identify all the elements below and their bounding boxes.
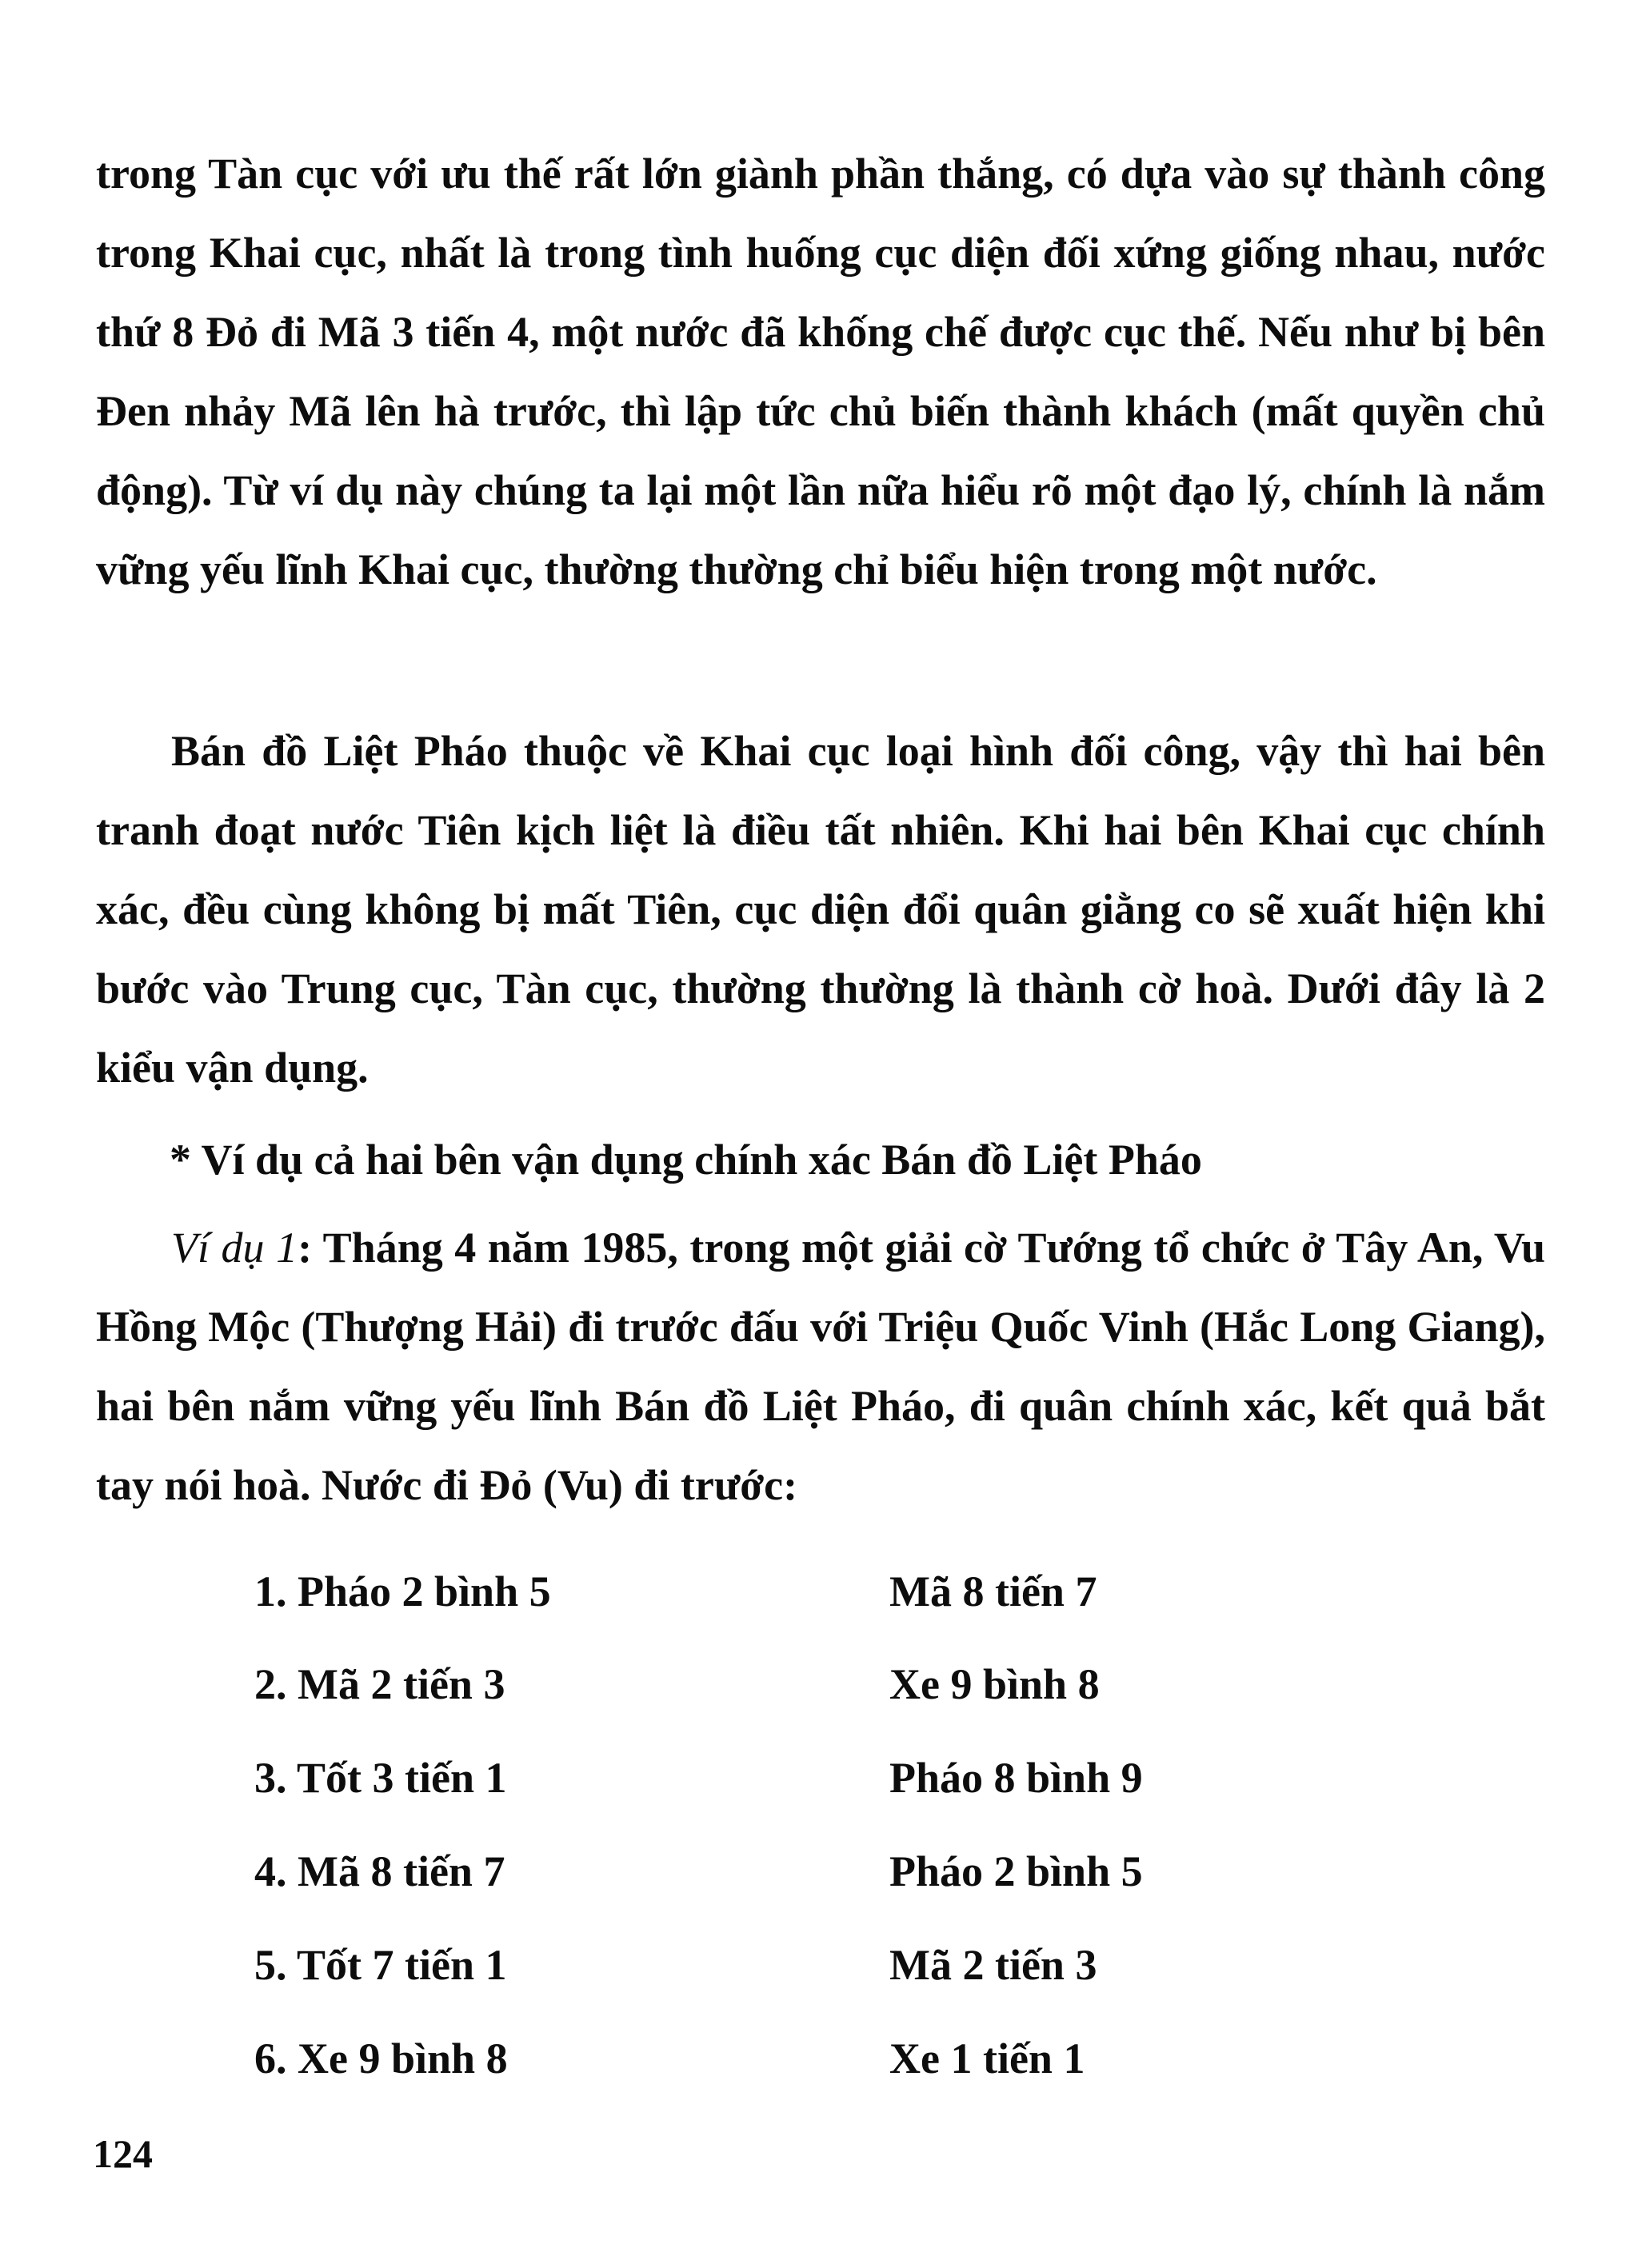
move-black-3: Pháo 8 bình 9	[889, 1754, 1143, 1802]
move-red-1: 1. Pháo 2 bình 5	[254, 1567, 551, 1615]
move-red-4: 4. Mã 8 tiến 7	[254, 1847, 505, 1895]
move-red-5: 5. Tốt 7 tiến 1	[254, 1941, 507, 1989]
move-black-4: Pháo 2 bình 5	[889, 1847, 1143, 1895]
example-separator: :	[298, 1224, 323, 1272]
move-red-2: 2. Mã 2 tiến 3	[254, 1660, 505, 1708]
body-paragraph-2: Bán đồ Liệt Pháo thuộc về Khai cục loại hình đối công, vậy thì hai bên tranh đoạt nước Tiên kịch liệt là điều tất nhiên. Khi hai bên Khai cục chính xác, đều cùng không bị mất Tiên, cục diện đổi quân giằng co sẽ xuất hiện khi bước vào Trung cục, Tàn cục, thường thường là thành cờ hoà. Dưới đây là 2 kiểu vận dụng.	[96, 727, 1545, 1092]
move-black-1: Mã 8 tiến 7	[889, 1567, 1097, 1615]
body-paragraph-1: trong Tàn cục với ưu thế rất lớn giành phần thắng, có dựa vào sự thành công trong Khai cục, nhất là trong tình huống cục diện đối xứng giống nhau, nước thứ 8 Đỏ đi Mã 3 tiến 4, một nước đã khống chế được cục thế. Nếu như bị bên Đen nhảy Mã lên hà trước, thì lập tức chủ biến thành khách (mất quyền chủ động). Từ ví dụ này chúng ta lại một lần nữa hiểu rõ một đạo lý, chính là nắm vững yếu lĩnh Khai cục, thường thường chỉ biểu hiện trong một nước.	[96, 150, 1545, 593]
move-black-5: Mã 2 tiến 3	[889, 1941, 1097, 1989]
section-heading: * Ví dụ cả hai bên vận dụng chính xác Bán đồ Liệt Pháo	[170, 1136, 1202, 1184]
move-red-6: 6. Xe 9 bình 8	[254, 2034, 508, 2082]
move-red-3: 3. Tốt 3 tiến 1	[254, 1754, 507, 1802]
move-black-6: Xe 1 tiến 1	[889, 2034, 1085, 2082]
example-label: Ví dụ 1	[171, 1224, 298, 1272]
page-number: 124	[93, 2131, 153, 2176]
move-black-2: Xe 9 bình 8	[889, 1660, 1100, 1708]
example-text: Tháng 4 năm 1985, trong một giải cờ Tướng tổ chức ở Tây An, Vu Hồng Mộc (Thượng Hải) đi trước đấu với Triệu Quốc Vinh (Hắc Long Giang), hai bên nắm vững yếu lĩnh Bán đồ Liệt Pháo, đi quân chính xác, kết quả bắt tay nói hoà. Nước đi Đỏ (Vu) đi trước:	[96, 1224, 1545, 1509]
example-paragraph	[96, 1208, 1545, 1525]
